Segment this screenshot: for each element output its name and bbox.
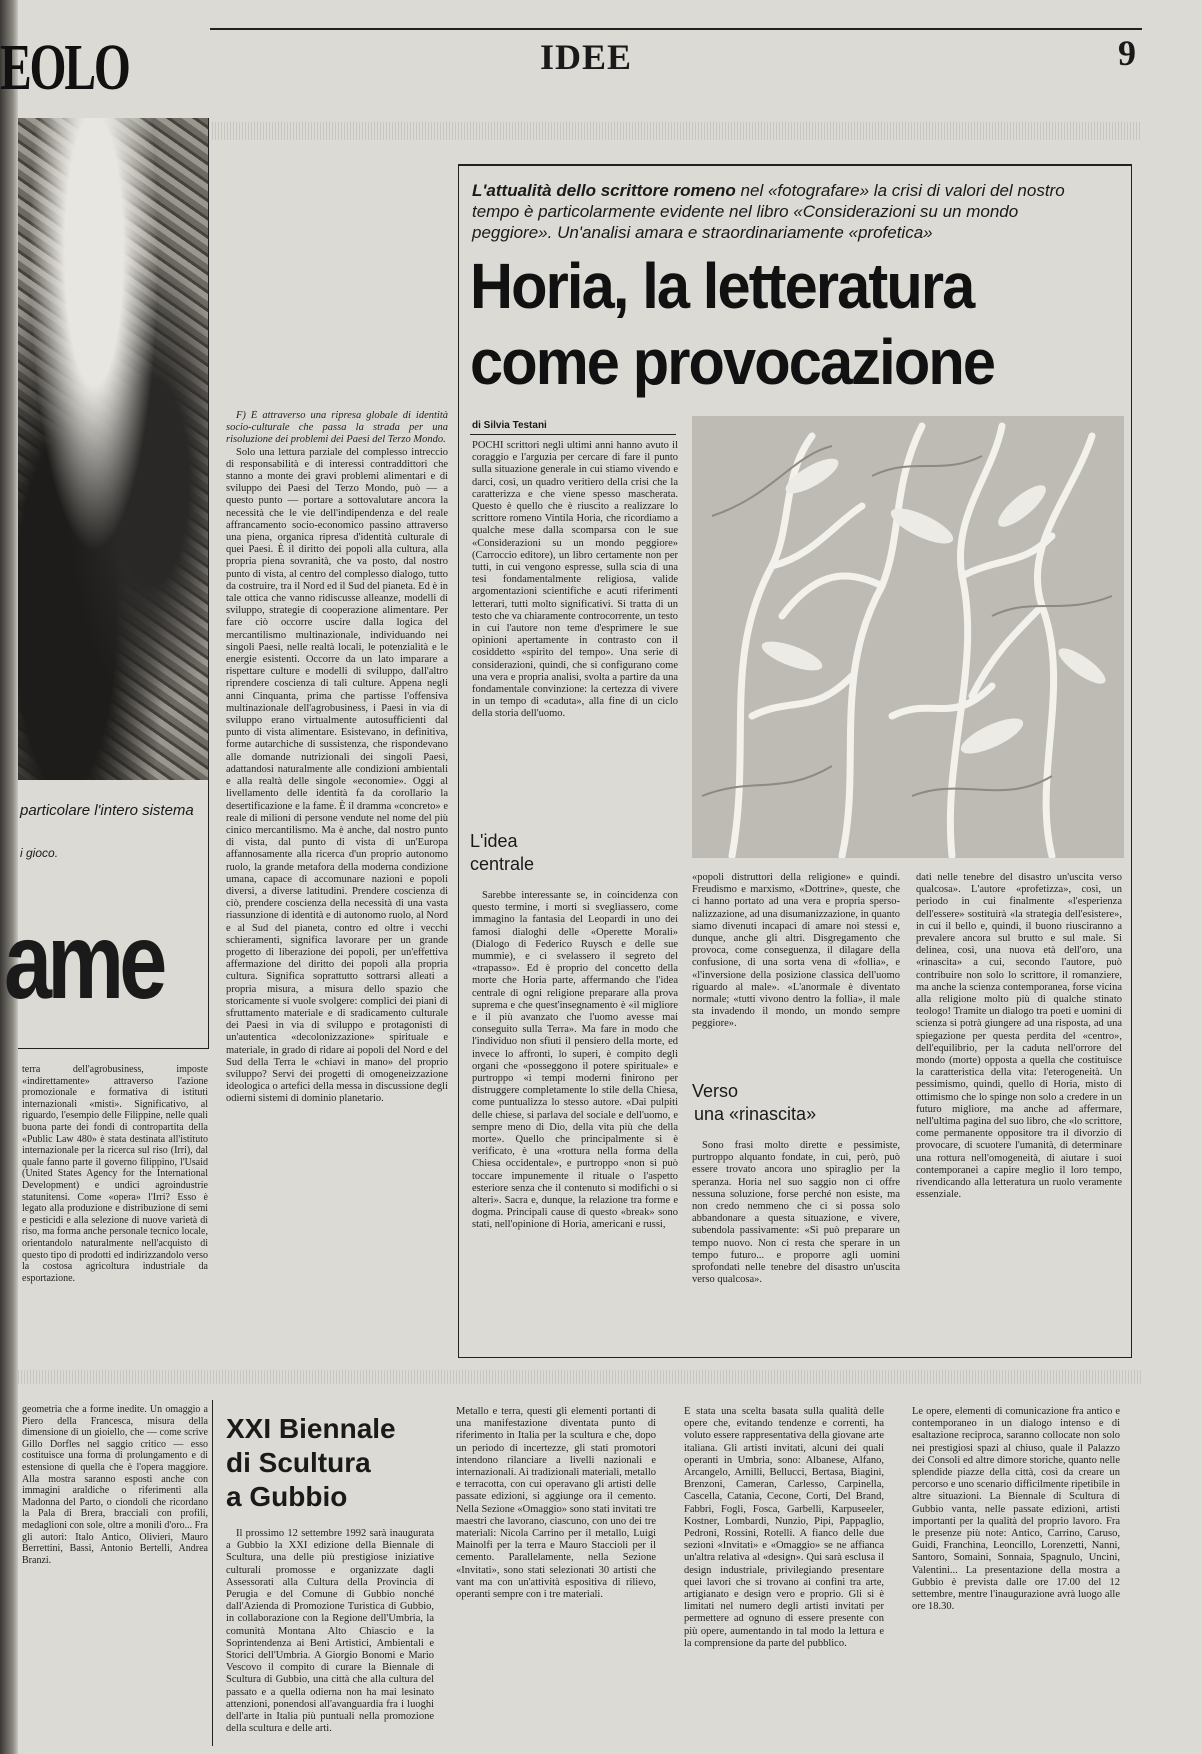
article-headline [470,248,1047,400]
biennale-title-line-2: di Scultura [226,1447,371,1478]
biennale-title [226,1412,426,1514]
kicker-rest: nel «fotografare» la crisi di valori del nostro tempo è particolarmente evidente nel libro «Considerazioni su un mondo peggiore». Un'analisi amara e straordinariamente «profetica» [472,181,1065,242]
photo-frame-rule [208,118,209,1048]
subhead-rinascita-line-1: Verso [692,1081,739,1101]
left-masthead: EOLO [0,31,129,104]
plant-drawing [692,416,1124,858]
photo-frame-bottom [18,1048,209,1049]
biennale-col-4 [912,1406,1120,1744]
biennale-col-3-text: È stata una scelta basata sulla qualità delle opere che, evitando tendenze e correnti, ha voluto essere rappresentativa della giovane arte italiana. Gli artisti invitati, alcuni dei quali operanti in Umbria, sono: Albanese, Alfano, Arcangelo, Arnilli, Bellucci, Bertasa, Biagini, Brenzoni, Cameran, Carlesso, Carpinella, Cascella, Catania, Cecone, Corti, Del Brand, Fabbri, Fogli, Fosca, Garbelli, Karpuseeler, Kostner, Lombardi, Nunzio, Pipi, Pappaglio, Pedroni, Rossini, Rotelli. A fianco delle due sezioni «Invitati» e «Omaggio» se ne affianca un'altra relativa al «design». Qui sarà esclusa il design industriale, privilegiando presentare quei lavori che si trovano ai confini tra arte, artigianato e design vero e proprio. Gli si è limitati nel numero degli artisti invitati per permettere ad ognuno di essere presente con più opere, aumentando in tal modo la lettura e la comprensione da parte del pubblico. [684,1406,884,1649]
biennale-col-1 [226,1528,434,1744]
biennale-col-2-text: Metallo e terra, questi gli elementi portanti di una manifestazione diventata punto di riferimento in Italia per la scultura e che, dopo un periodo di incertezze, gli stati promotori intendono rilanciare a livelli nazionali e internazionali. Ai tradizionali materiali, metallo e terracotta, con cui operavano gli artisti delle passate edizioni, si aggiunge ora il cemento. Nella Sezione «Omaggio» sono stati invitati tre maestri che lavorano, ciascuno, con uno dei tre materiali: Nicola Carrino per il metallo, Luigi Mainolfi per la terra e Mauro Staccioli per il cemento. Parallelamente, nella Sezione «Invitati», sono stati selezionati 30 artisti che vant ma con un'attività espositiva di rilievo, operanti sempre con i tre materiali. [456,1406,656,1601]
article-box-left [458,164,459,1358]
subhead-idea-line-1: L'idea [470,831,518,851]
article-kicker [472,180,1082,243]
biennale-col-1-text: Il prossimo 12 settembre 1992 sarà inaugurata a Gubbio la XXI edizione della Biennale di Scultura, una delle più prestigiose iniziative culturali promosse e organizzate dagli Assessorati alla Cultura della Provincia di Perugia e del Comune di Gubbio nonché dall'Azienda di Promozione Turistica di Gubbio, in collaborazione con la Regione dell'Umbria, la comunità Montana Alto Chiascio e la Soprintendenza ai Beni Artistici, Ambientali e Storici dell'Umbria. A Giorgio Bonomi e Mario Vescovo il compito di curare la Biennale di Scultura di Gubbio, una città che alla cultura del passato e a quella odierna non ha mai lesinato attenzioni, ponendosi all'avanguardia fra i luoghi dell'arte in Italia più puntuali nella promozione della scultura e delle arti. [226,1528,434,1735]
article-box-top [458,164,1132,166]
article-col-3b-text: Sono frasi molto dirette e pessimiste, purtroppo alquanto fondate, in cui, però, può essere trovato ancora uno spiraglio per la speranza. Horia nel suo saggio non ci offre nessuna soluzione, forse perché non esiste, ma non credo nemmeno che ci si possa solo abbandonare a questa situazione, e vivere, subendola passivamente: «Si può preparare un tempo nuovo. Non ci resta che sperare in un tempo futuro... e proporre agli uomini sprofondati nelle tenebre del disastro un'uscita verso qualcosa». [692,1140,900,1286]
section-title: IDEE [540,37,633,77]
byline-rule [470,434,676,435]
headline-line-2: come provocazione [470,326,995,398]
article-col-3b [692,1140,900,1350]
article-col-4-text: dati nelle tenebre del disastro un'uscita verso qualcosa». L'autore «profetizza», così, un periodo in cui finalmente «l'esperienza dell'essere» sostituirà «la strategia dell'esistere», in cui il bello e, quindi, il buono riusciranno a prevalere ancora sul brutto e sul male. Si delinea, così, una nuova età dell'oro, una «rinascita» a cui, secondo l'autore, può contribuire non solo lo scrittore, il romanziere, ma anche la scienza contemporanea, forse vicina alla religione molto più di qualche stinato teologo! Tramite un dialogo tra poeti e uomini di scienza si potrà giungere ad una risposta, ad una spiegazione per questa perdita del «centro», dell'equilibrio, per la caduta nell'orrore del mondo (morte) opposta a quella che costituisce la caratteristica della vita: l'eterogeneità. Un pessimismo, quindi, quello di Horia, misto di ottimismo che lo spinge non solo a credere in un futuro migliore, ma anche ad affermare, nell'ultima pagina del suo libro, che «lo scrittore, come permanente oppositore tra il divorzio di provocare, di scuotere l'umanità, di determinare una rottura nell'omogeneità, di aiutare i suoi contemporanei a capire meglio il loro tempo, rivendicando alla letteratura un ruolo veramente essenziale. [916,872,1122,1201]
biennale-col-4-text: Le opere, elementi di comunicazione fra antico e contemporaneo in un dialogo intenso e di esaltazione reciproca, saranno collocate non solo nei prestigiosi spazi al chiuso, quale il Palazzo dei Consoli ed altre dimore storiche, quanto nelle splendide piazze della città, così da creare un percorso e uno scenario difficilmente ripetibile in altre situazioni. La Biennale di Scultura di Gubbio vanta, nelle passate edizioni, artisti importanti per la qualità del proprio lavoro. Fra le presenze più note: Antico, Carrino, Caruso, Guidi, Franchina, Leoncillo, Lorenzetti, Nanni, Santoro, Somaini, Sonnaia, Spagnulo, Uncini, Valentini... La presentazione della mostra a Gubbio è prevista dalle ore 17.00 del 12 settembre, mentre l'inaugurazione avrà luogo alle ore 18.30. [912,1406,1120,1613]
news-photo [18,118,208,780]
headline-line-1: Horia, la letteratura [470,250,974,322]
column-body: Solo una lettura parziale del complesso intreccio di responsabilità e di interessi contraddittori che stanno a monte dei gravi problemi alimentari e di sviluppo dei Paesi del Terzo Mondo, può — a questo punto — portare a sottovalutare ancora la necessità che le vie dell'indipendenza e del reale affrancamento socio-economico passino attraverso una piena, organica ripresa d'identità culturale di quei Paesi. È il diritto dei popoli alla cultura, alla propria piena sovranità, che va posto, dal nostro punto di vista, al centro del complesso dialogo, tutto da costruire, tra il Nord ed il Sud del pianeta. Ed è in tale ottica che vanno ridiscusse alleanze, modelli di sviluppo, strategie di cooperazione alimentare. Per fare ciò occorre uscire dalla logica del mercantilismo multinazionale, individuando nei singoli Paesi, nelle realtà locali, le potenzialità e le energie esistenti. Occorre da un lato imparare a rispettare culture e modelli di sviluppo, dall'altro riprendere coscienza di tali culture. Appena negli anni Cinquanta, prima che partisse l'offensiva multinazionale dell'agrobusiness, i Paesi in via di sviluppo erano virtualmente autosufficienti dal punto di vista alimentare. Esistevano, in definitiva, forme autarchiche di sussistenza, che rispondevano alle domande nutrizionali dei singoli Paesi, adattandosi naturalmente alle condizioni ambientali e alla realtà delle singole «economie». Oggi al livellamento delle identità fa da corollario la desertificazione e la fame. È il dramma «concreto» e reale di milioni di persone vendute nel nome del più cinico mercantilismo. Ma è anche, dal nostro punto di vista, dal punto di vista di un'Europa affannosamente alla ricerca d'un proprio autonomo ruolo, la grande metafora della moderna condizione umana, capace di accomunare nazioni e popoli diversi, a diverse latitudini. Prendere coscienza di ciò, prendere coscienza della necessità di una vasta riassunzione di identità e di autonomo ruolo, al Nord e al Sud del pianeta, contro ed oltre i vecchi schieramenti, significa lavorare per un grande progetto di liberazione dei popoli, per un'effettiva affermazione del diritto dei popoli alla propria cultura. Significa soprattutto sottrarsi alleati a propria misura, a misura dello spazio che storicamente si vuole svolgere: complici dei piani di sfruttamento materiale e di sradicamento culturale dei Paesi in via di sviluppo e protagonisti di un'autentica «decolonizzazione» spirituale e materiale, in grado di ridare ai popoli del Nord e del Sud della Terra le «chiavi in mano» del proprio sviluppo? Servi dei progetti di omogeneizzazione ideologica o artefici della messa in discussione degli odierni sistemi di dominio planetario. [226,446,448,1105]
biennale-col-3 [684,1406,884,1744]
article-col-3-text: «popoli distruttori della religione» e quindi. Freudismo e marxismo, «Dottrine», queste, che ci hanno portato ad una vera e propria spersonalizzazione, ad una disumanizzazione, in quanto siamo divenuti incapaci di amare noi stessi e, dunque, anche gli altri. Disgregamento che provoca, come conseguenza, il dilagare della confusione, di una sorta vena di «follia», e «l'inversione della posizione classica dell'uomo riguardo al male». «L'anormale è diventato normale; «tutti vivono dentro la follia», il male sta invadendo il mondo, un mondo sempre peggiore». [692,872,900,1030]
article-illustration [692,416,1124,858]
article-col-1 [472,440,678,848]
page-number: 9 [1118,33,1136,73]
biennale-col-2 [456,1406,656,1744]
biennale-title-line-3: a Gubbio [226,1481,348,1512]
subhead-idea-line-2: centrale [470,854,535,874]
bottom-shade-bar [18,1370,1142,1384]
photo-caption-2: i gioco. [20,846,59,860]
header-shade-bar [212,122,1142,140]
subhead-rinascita [692,1080,816,1126]
article-col-3 [692,872,900,1072]
biennale-title-line-1: XXI Biennale [226,1413,396,1444]
far-left-column [22,1064,208,1364]
bottom-far-left-text: geometria che a forme inedite. Un omaggio a Piero della Francesca, misura della dimensione di un gioiello, che — come scrive Gillo Dorfles nel saggio critico — esso costituisce una forma di prolungamento e di estensione di quella che è l'opera maggiore. Alla mostra saranno esposti anche con immagini araldiche o riferimenti alla Madonna del Parto, o ciondoli che ricordano la Pala di Brera, bracciali con profili, medaglioni con sole, oltre a monili d'oro... Fra gli autori: Italo Antico, Olivieri, Mauro Berrettini, Bassi, Antonio Bertelli, Andrea Branzi. [22,1404,208,1566]
article-box-bottom [458,1357,1132,1358]
article-col-2-text: Sarebbe interessante se, in coincidenza con questo termine, i morti si svegliassero, come immagino la fantasia del Leopardi in uno dei famosi dialoghi delle «Operette Morali» (Dialogo di Federico Ruysch e delle sue mummie), e ci svelassero il segreto del «trapasso». Ed è proprio del concetto della morte che Horia parte, affermando che l'idea centrale di ogni religione preparare alla prova suprema e che quest'insegnamento è «il migliore e il più avanzato che l'uomo avesse mai conseguito sulla Terra». Ma fare in modo che l'individuo non sfiuti il pensiero della morte, ed invece lo affronti, lo superi, è compito degli organi che «posseggono il potere spirituale» e purtroppo «i tempi moderni finirono per distruggere completamente lo stile della Chiesa, come puntualizza lo stesso autore. «Dai pulpiti delle chiese, si parlava del sociale e dell'uomo, e sempre meno di Dio, della vita più che della morte». Quello che principalmente si è verificato, è una «rottura nella forma della Chiesa occidentale», e purtroppo «non si può toccare impunemente il rituale o l'aspetto esteriore senza che il contenuto si modifichi o si alteri». Sacra e, dunque, la relazione tra forme e dogma. Principali cause di questo «break» sono stati, nell'opinione di Horia, americani e russi, [472,890,678,1231]
far-left-text: terra dell'agrobusiness, imposte «indirettamente» attraverso l'azione promozionale e formativa di istituti internazionali «misti». Significativo, al riguardo, l'esempio delle Filippine, nelle quali buona parte dei fondi di contropartita della «Public Law 480» è stata destinata all'istituto internazionale per la ricerca sul riso (Irri), dal quale fanno parte il governo filippino, l'Usaid (United States Agency for the International Development) e undici agroindustrie statunitensi. Come «opera» l'Irri? Esso è legato alla produzione e distribuzione di semi e pesticidi e alla selezione di nuove varietà di riso, ma forma anche personale tecnico locale, orientandolo naturalmente nell'acquisto di questo tipo di prodotti ed indirizzandolo verso la costosa agricoltura industriale da esportazione. [22,1064,208,1284]
kicker-bold: L'attualità dello scrittore romeno [472,181,736,200]
article-byline: di Silvia Testani [472,420,547,431]
subhead-rinascita-line-2: una «rinascita» [694,1104,817,1124]
article-box-right [1131,164,1132,1358]
article-col-1-text: POCHI scrittori negli ultimi anni hanno avuto il coraggio e l'arguzia per cercare di fare il punto sulla situazione generale in cui stiamo vivendo e darci, così, un quadro veritiero della crisi che la caratterizza e che viene spesso mascherata. Questo è quello che è riuscito a realizzare lo scrittore romeno Vintila Horia, che ricordiamo a qualche mese dalla scomparsa con le sue «Considerazioni su un mondo peggiore» (Carroccio editore), un libro certamente non per tutti, in cui vengono espresse, sulla scia di una tesi fondamentalmente religiosa, valide argomentazioni scientifiche e acuti riferimenti letterari, tutti molto significativi. Si tratta di un testo che va chiaramente controcorrente, un testo in cui l'autore non teme d'esprimere le sue opinioni apertamente in contrasto con il cosiddetto «spirito del tempo». Una serie di considerazioni, quindi, che si configurano come una vera e propria analisi, svolta a partire da una fondamentale convinzione: la certezza di vivere in un tempo di «caduta», alla fine di un ciclo della storia dell'uomo. [472,440,678,720]
subhead-idea [470,830,534,876]
bottom-divider [212,1400,213,1746]
column-italic-lead: F) È attraverso una ripresa globale di identità socio-culturale che passa la strada per una risoluzione dei problemi dei Paesi del Terzo Mondo. [226,410,448,446]
agrobusiness-column [226,410,448,1358]
article-col-4 [916,872,1122,1350]
header-rule [210,28,1142,30]
big-headline-fragment: ame [4,900,163,1021]
bottom-far-left-column [22,1404,208,1744]
photo-caption: particolare l'intero sistema [20,802,194,819]
binding-spine [0,0,18,1754]
article-col-2 [472,890,678,1350]
